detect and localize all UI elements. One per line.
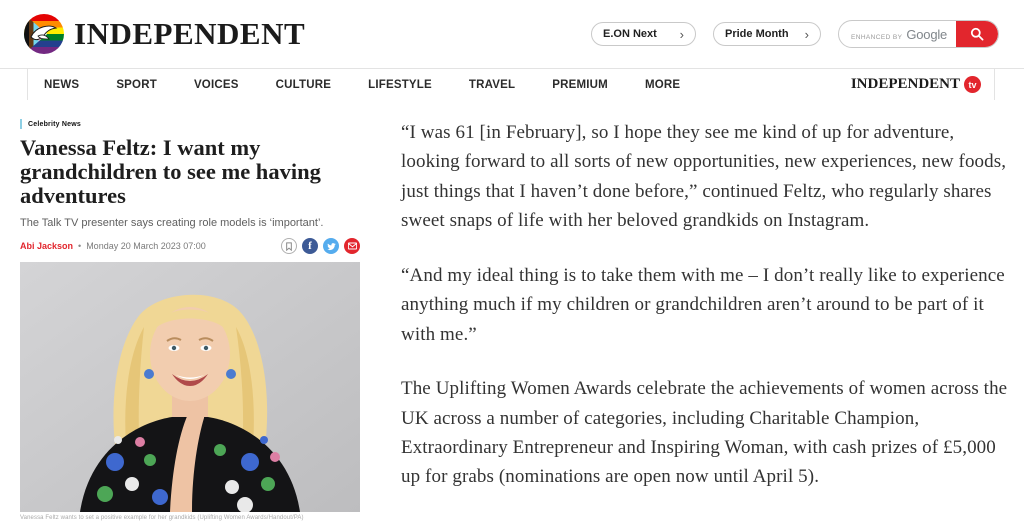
twitter-share-button[interactable] (323, 238, 339, 254)
header-actions (591, 20, 999, 48)
independent-tv-wordmark: INDEPENDENT (850, 76, 960, 92)
facebook-icon: f (308, 239, 312, 252)
twitter-icon (327, 242, 336, 251)
main-navigation (0, 68, 1024, 100)
article-paragraph: “I was 61 [in February], so I hope they see me kind of up for adventure, looking forward to all sorts of new opportunities, new experiences, new foods, just things that I haven’t done before,” continued Feltz, who regularly shares sweet snaps of life with her beloved grandkids on Instagram. (401, 122, 1007, 232)
pride-month-label: Pride Month (725, 28, 789, 40)
eon-next-label: E.ON Next (603, 28, 657, 40)
article-body-column (401, 116, 1013, 521)
search-placeholder (839, 27, 956, 42)
masthead-title: INDEPENDENT (74, 16, 306, 51)
nav-item-voices[interactable]: VOICES (193, 78, 239, 91)
tv-badge-icon: tv (964, 76, 981, 93)
eagle-icon (28, 21, 60, 49)
email-share-button[interactable] (344, 238, 360, 254)
bookmark-icon (285, 242, 293, 251)
search-input[interactable] (838, 20, 999, 48)
nav-item-premium[interactable]: PREMIUM (552, 78, 608, 91)
eon-next-button[interactable] (591, 22, 696, 46)
article-standfirst: The Talk TV presenter says creating role models is ‘important’. (20, 217, 324, 230)
article-summary-column (20, 116, 360, 521)
photo-caption: Vanessa Feltz wants to set a positive example for her grandkids (Uplifting Women Awards/Handout/PA) (20, 515, 304, 522)
nav-item-culture[interactable]: CULTURE (275, 78, 332, 91)
vanessa-feltz-photo (20, 262, 360, 512)
nav-item-lifestyle[interactable]: LIFESTYLE (368, 78, 432, 91)
nav-item-more[interactable]: MORE (644, 78, 681, 91)
independent-logo[interactable] (24, 14, 305, 54)
share-buttons (281, 238, 360, 254)
byline-row (20, 238, 360, 254)
pride-eagle-logo-icon (24, 14, 64, 54)
email-icon (348, 242, 357, 250)
article-photo[interactable] (20, 262, 360, 512)
nav-inner (27, 69, 995, 100)
google-wordmark: Google (906, 26, 948, 42)
article-content (0, 100, 1024, 521)
enhanced-by-label: ENHANCED BY (851, 33, 903, 41)
article-paragraph: The Uplifting Women Awards celebrate the achievements of women across the UK across a number of categories, including Charitable Champion, Extraordinary Entrepreneur and Inspiring Woman, with cash prizes of £5,000 up for grabs (nominations are open now until April 5). (401, 378, 1008, 488)
section-kicker[interactable]: Celebrity News (28, 120, 81, 128)
publish-date: Monday 20 March 2023 07:00 (86, 241, 206, 252)
chevron-right-icon: › (679, 26, 684, 42)
search-icon (969, 26, 985, 42)
nav-item-travel[interactable]: TRAVEL (468, 78, 516, 91)
nav-item-news[interactable]: NEWS (44, 78, 80, 91)
site-header (0, 0, 1024, 68)
nav-item-sport[interactable]: SPORT (116, 78, 157, 91)
meta-separator: • (78, 241, 82, 252)
article-paragraph: “And my ideal thing is to take them with me – I don’t really like to experience anything much if my children or grandchildren aren’t around to be part of it with me.” (401, 264, 1005, 345)
search-button[interactable] (956, 20, 998, 48)
article-headline[interactable]: Vanessa Feltz: I want my grandchildren to see me having adventures (20, 135, 321, 209)
bookmark-button[interactable] (281, 238, 297, 254)
kicker-row (20, 119, 360, 129)
pride-month-button[interactable] (713, 22, 821, 46)
kicker-accent-bar (20, 119, 22, 129)
independent-tv-link[interactable] (851, 76, 981, 93)
facebook-share-button[interactable] (302, 238, 318, 254)
chevron-right-icon: › (804, 26, 809, 42)
author-link[interactable]: Abi Jackson (20, 241, 74, 252)
